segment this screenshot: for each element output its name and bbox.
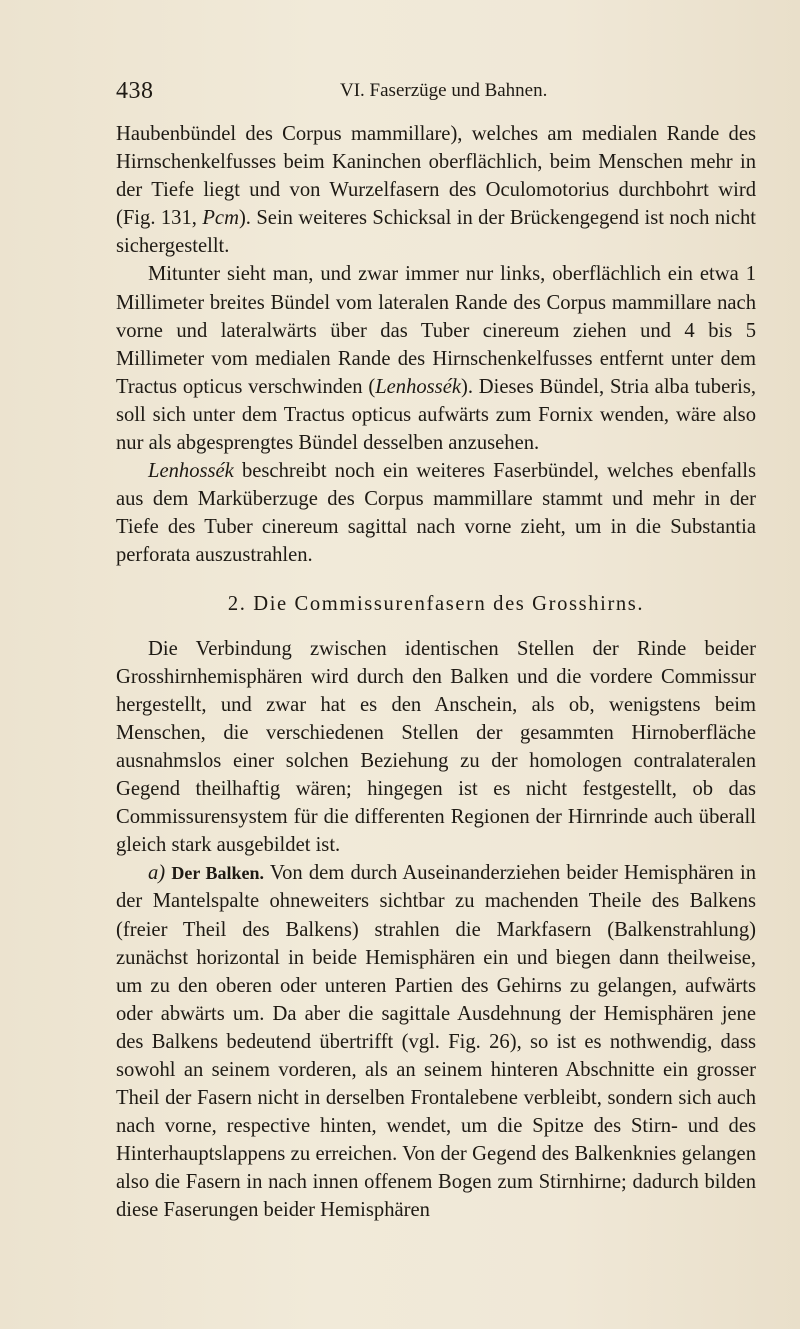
paragraph-4-text: Die Verbindung zwischen identischen Stellen der Rinde beider Grosshirnhemisphären wird durch den Balken und die vordere Commissur hergestellt, und zwar hat es den Anschein, als ob, wenigstens beim Menschen, die verschiedenen Stellen der gesammten Hirnoberfläche ausnahmslos einer solchen Beziehung zu der homologen contralateralen Gegend theilhaftig wären; hingegen ist es nicht festgestellt, ob das Commissurensystem für die differenten Regionen der Hirnrinde auch überall gleich stark ausgebildet ist. bbox=[116, 637, 756, 857]
running-head bbox=[0, 78, 800, 108]
paragraph-2 bbox=[116, 260, 756, 457]
section-heading: 2. Die Commissurenfasern des Grosshirns. bbox=[227, 592, 645, 615]
paragraph-1-text: Haubenbündel des Corpus mammillare), welches am medialen Rande des Hirnschenkelfusses beim Kaninchen oberflächlich, beim Menschen mehr in der Tiefe liegt und von Wurzelfasern des Oculomotorius durchbohrt wird (Fig. 131, bbox=[116, 123, 756, 230]
paragraph-3-text: beschreibt noch ein weiteres Faserbündel, welches ebenfalls aus dem Marküberzuge des Corpus mammillare stammt und mehr in der Tiefe des Tuber cinereum sagittal nach vorne zieht, um in die Substantia perforata auszustrahlen. bbox=[116, 460, 756, 567]
body-text bbox=[116, 120, 756, 1225]
paragraph-5 bbox=[116, 859, 756, 1224]
chapter-title: VI. Faserzüge und Bahnen. bbox=[340, 80, 548, 101]
paragraph-1 bbox=[116, 120, 756, 260]
paragraph-2-text-end: ). Dieses Bündel, Stria alba tuberis, soll sich unter dem Tractus opticus aufwärts zum Fornix wenden, wäre also nur als abgesprengtes Bündel desselben anzusehen. bbox=[116, 375, 756, 455]
paragraph-4 bbox=[116, 635, 756, 860]
figure-label-pcm: Pcm bbox=[202, 207, 239, 230]
author-name-lenhossek: Lenhossék bbox=[375, 375, 461, 398]
subsection-title: Der Balken. bbox=[171, 863, 265, 884]
paragraph-5-text: Von dem durch Auseinanderziehen beider Hemisphären in der Mantelspalte ohneweiters sichtbar zu machenden Theile des Balkens (freier Theil des Balkens) strahlen die Markfasern (Balkenstrahlung) zunächst horizontal in beide Hemisphären ein und biegen dann theilweise, um zu den oberen oder unteren Partien des Gehirns zu gelangen, aufwärts oder abwärts um. Da aber die sagittale Ausdehnung der Hemisphären jene des Balkens bedeutend übertrifft (vgl. Fig. 26), so ist es nothwendig, dass sowohl an seinem vorderen, als an seinem hinteren Abschnitte ein grosser Theil der Fasern nicht in derselben Frontalebene verbleibt, sondern sich auch nach vorne, respective hinten, wendet, um die Spitze des Stirn- und des Hinterhauptslappens zu erreichen. Von der Gegend des Balkenknies gelangen also die Fasern in nach innen offenem Bogen zum Stirnhirne; dadurch bilden diese Faserungen beider Hemisphären bbox=[116, 862, 756, 1222]
paragraph-3 bbox=[116, 457, 756, 569]
paragraph-2-text: Mitunter sieht man, und zwar immer nur links, oberflächlich ein etwa 1 Millimeter breites Bündel vom lateralen Rande des Corpus mammillare nach vorne und lateralwärts über das Tuber cinereum ziehen und 4 bis 5 Millimeter vom medialen Rande des Hirnschenkelfusses entfernt unter dem Tractus opticus verschwinden ( bbox=[116, 263, 756, 398]
author-name-lenhossek: Lenhossék bbox=[148, 460, 234, 483]
paragraph-1-text-end: ). Sein weiteres Schicksal in der Brückengegend ist noch nicht sichergestellt. bbox=[116, 207, 756, 258]
subsection-label: a) bbox=[148, 862, 166, 885]
page-number: 438 bbox=[116, 78, 154, 104]
